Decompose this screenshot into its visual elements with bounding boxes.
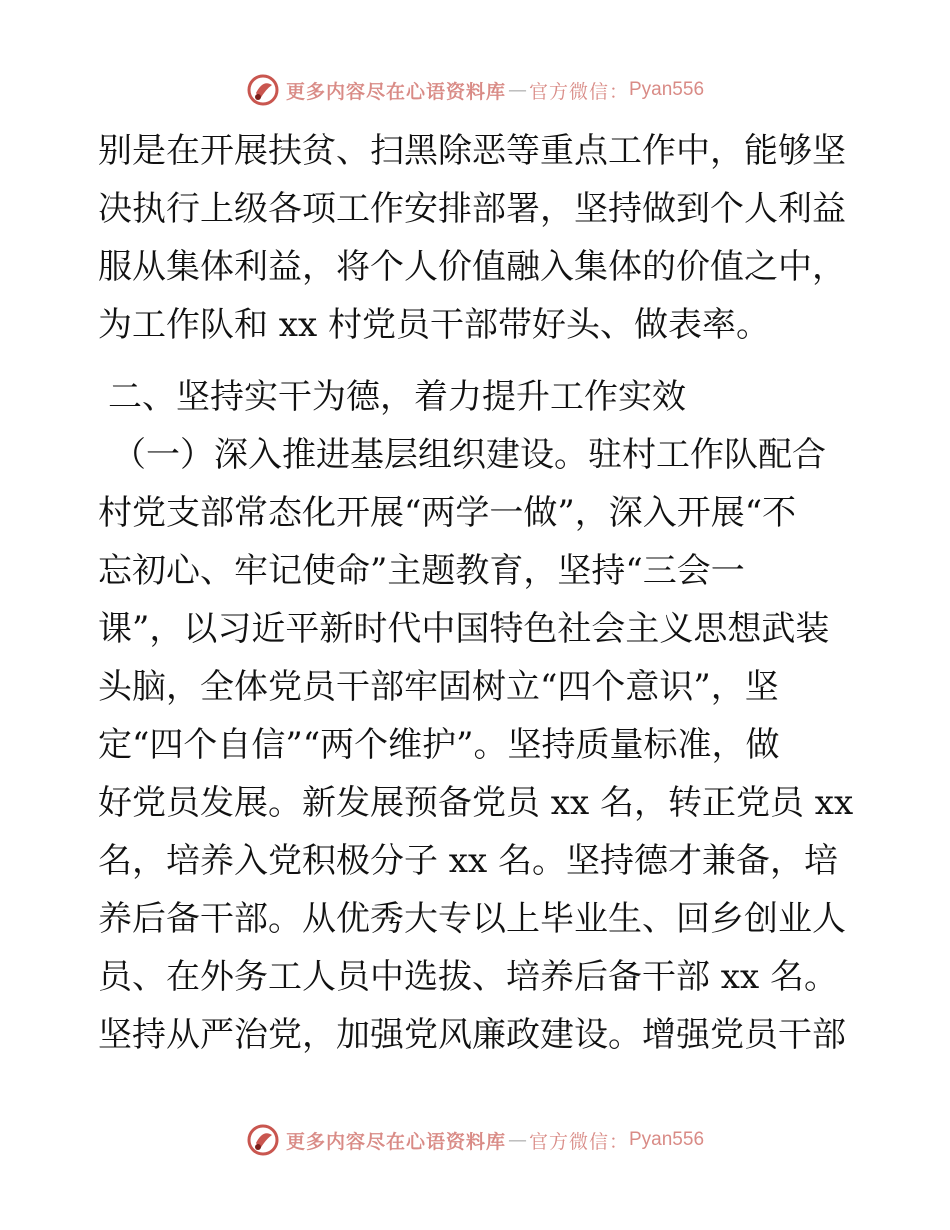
watermark-site-text: 更多内容尽在心语资料库 [285,80,506,103]
watermark-separator: — [507,79,527,101]
text-line: 定“四个自信”“两个维护”。坚持质量标准，做 [98,725,780,765]
text-line: 服从集体利益，将个人价值融入集体的价值之中， [98,247,846,287]
watermark-wechat-id: Pyan556 [629,79,705,100]
document-body [98,122,858,1064]
text-line: 忘初心、牢记使命”主题教育，坚持“三会一 [98,551,745,591]
footer-watermark [0,1120,950,1160]
watermark-wechat-label: 官方微信： [528,1130,629,1153]
watermark-wechat-id: Pyan556 [629,1129,705,1150]
text-line: 养后备干部。从优秀大专以上毕业生、回乡创业人 [98,899,846,939]
watermark-wechat-label: 官方微信： [528,80,629,103]
paragraph-continuation [98,122,858,354]
text-line: 决执行上级各项工作安排部署，坚持做到个人利益 [98,189,846,229]
section-heading: 二、坚持实干为德，着力提升工作实效 [108,377,686,417]
text-line: 好党员发展。新发展预备党员 xx 名，转正党员 xx [98,783,854,823]
brand-logo-icon [246,73,280,107]
watermark-site-text: 更多内容尽在心语资料库 [285,1130,506,1153]
text-line: （一）深入推进基层组织建设。驻村工作队配合 [112,435,826,475]
text-line: 课”，以习近平新时代中国特色社会主义思想武装 [98,609,830,649]
text-line: 名，培养入党积极分子 xx 名。坚持德才兼备，培 [98,841,838,881]
text-line: 村党支部常态化开展“两学一做”，深入开展“不 [98,493,797,533]
text-line: 为工作队和 xx 村党员干部带好头、做表率。 [98,305,770,345]
brand-logo-icon [246,1123,280,1157]
watermark-separator: — [507,1129,527,1151]
text-line: 头脑，全体党员干部牢固树立“四个意识”，坚 [98,667,779,707]
text-line: 员、在外务工人员中选拔、培养后备干部 xx 名。 [98,957,838,997]
header-watermark [0,70,950,110]
text-line: 别是在开展扶贫、扫黑除恶等重点工作中，能够坚 [98,131,846,171]
paragraph-section-1 [98,426,858,1064]
text-line: 坚持从严治党，加强党风廉政建设。增强党员干部 [98,1015,846,1055]
